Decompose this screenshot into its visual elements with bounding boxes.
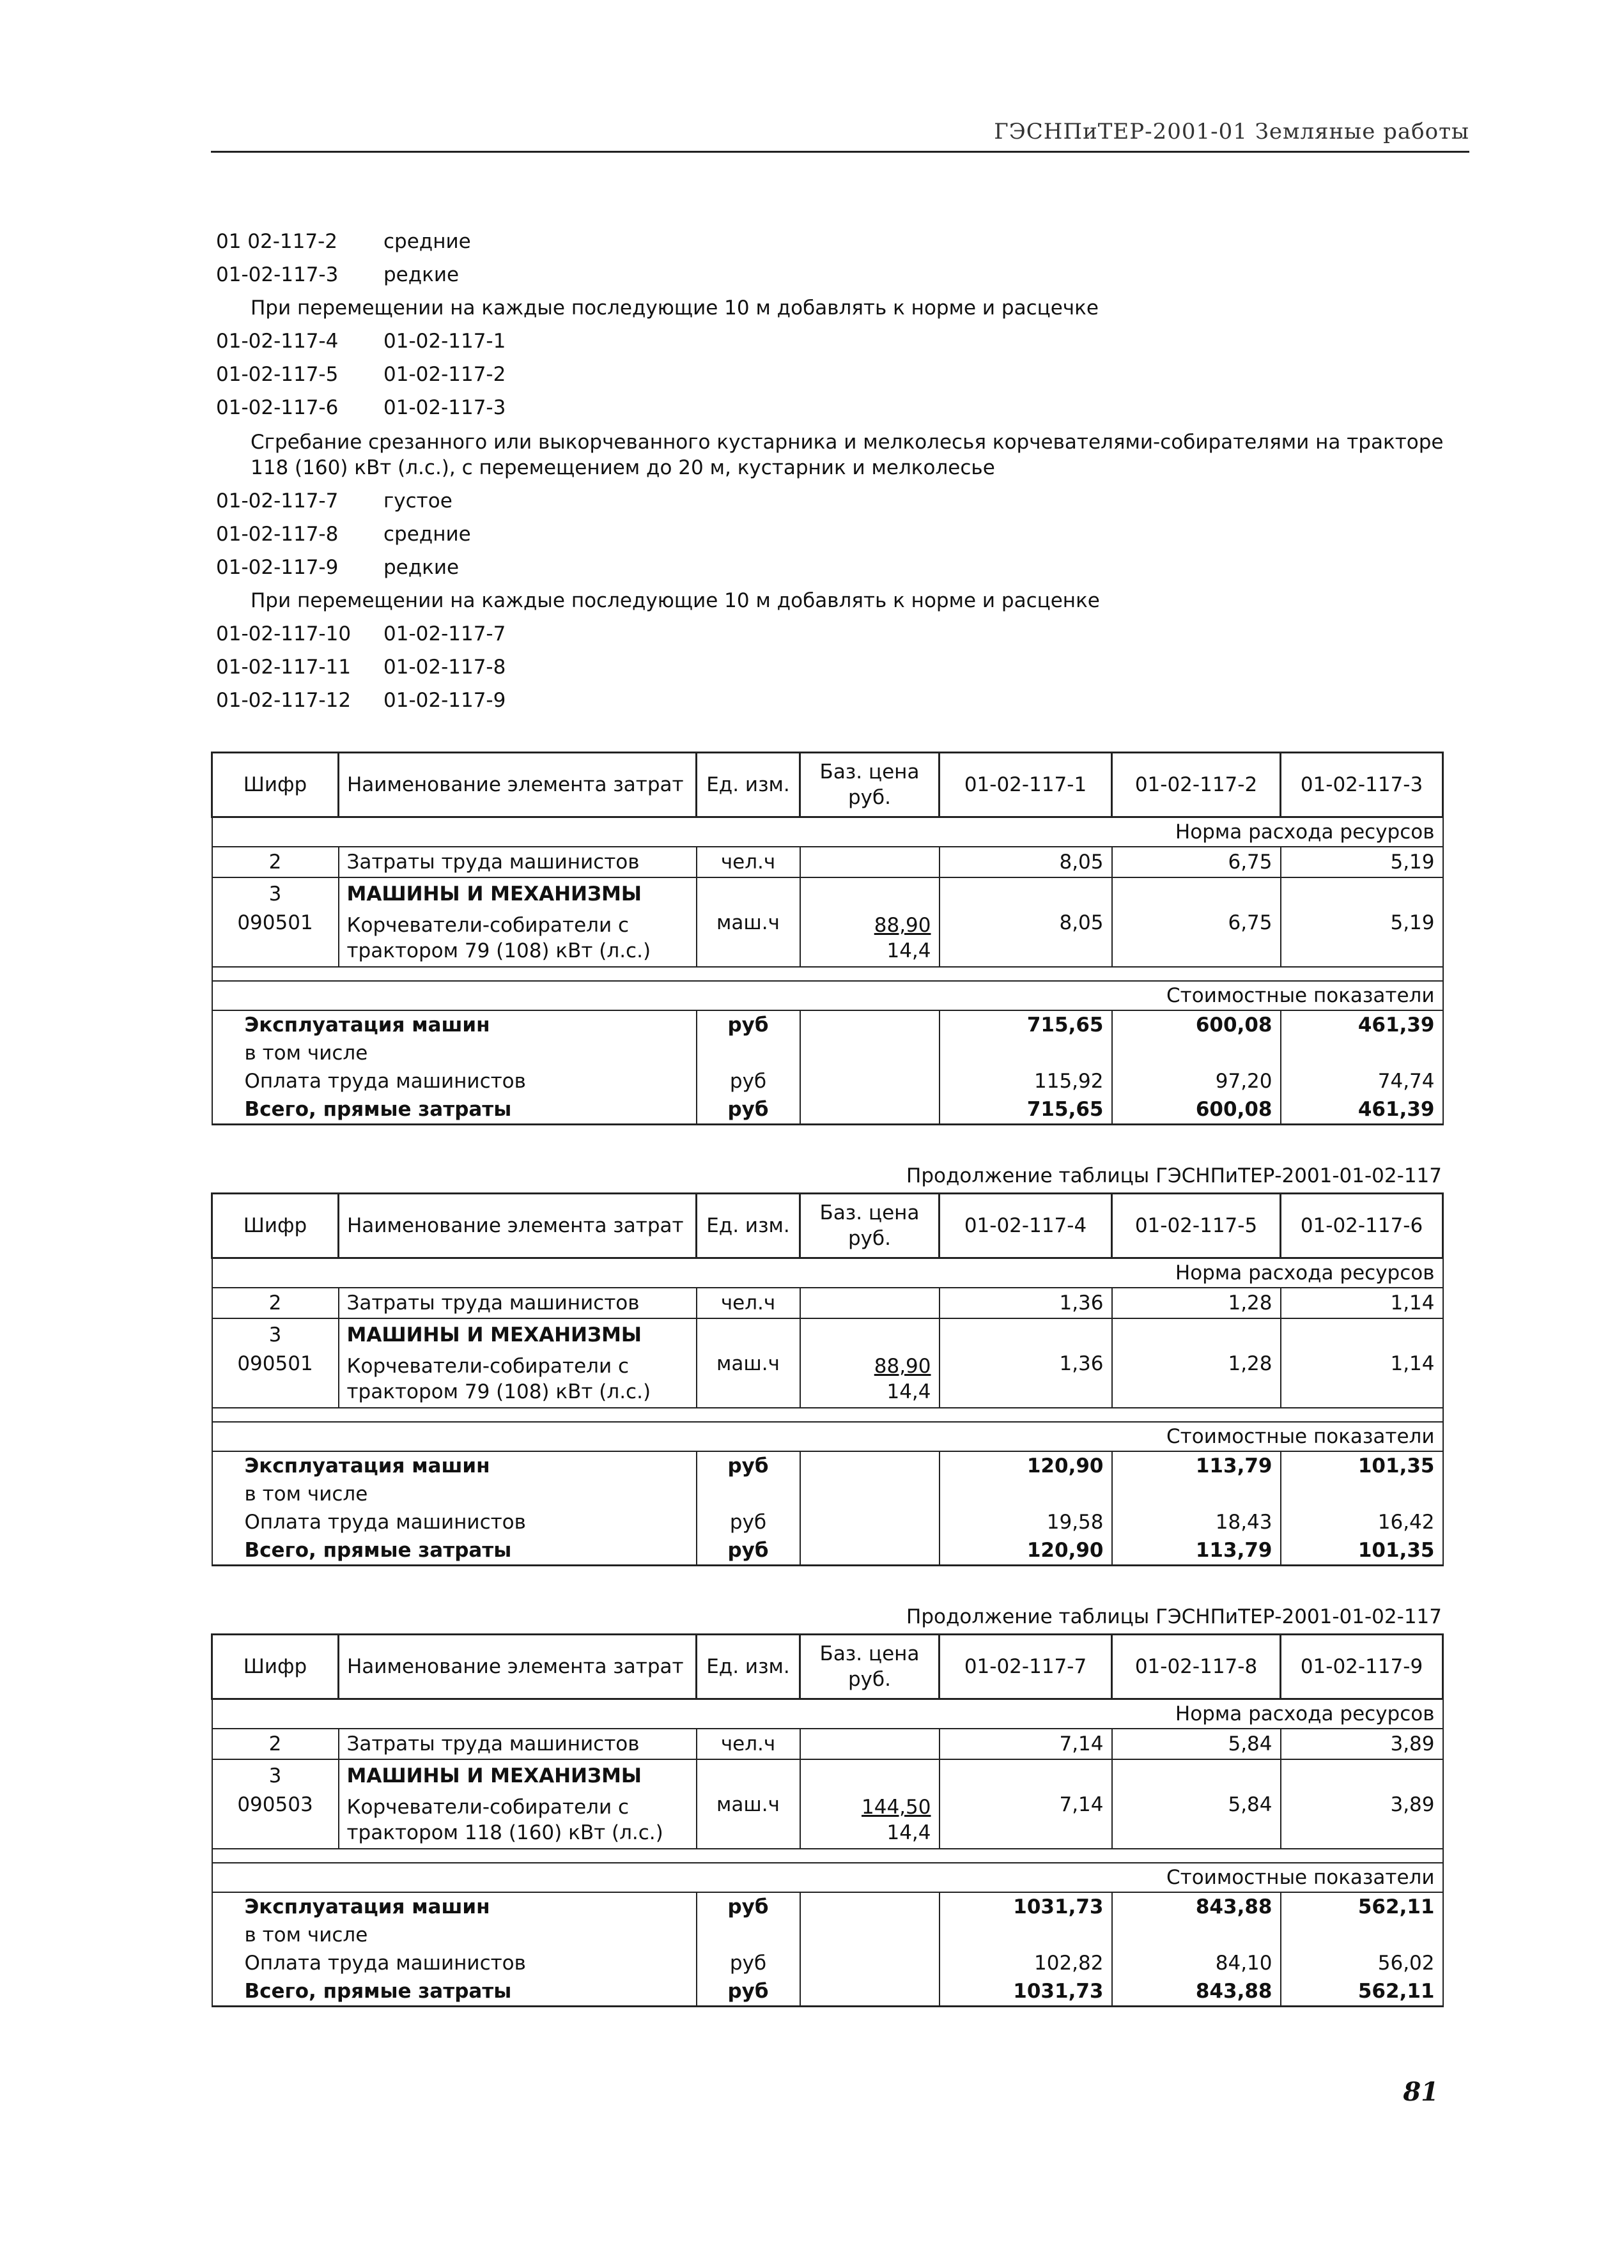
list-note: При перемещении на каждые последующие 10 м добавлять к норме и расценке	[251, 589, 1100, 612]
row-group-title: МАШИНЫ И МЕХАНИЗМЫ	[339, 1759, 697, 1792]
row-value: 115,92	[940, 1067, 1112, 1095]
col-header-rate: 01-02-117-4	[940, 1194, 1112, 1258]
row-label: Всего, прямые затраты	[212, 1095, 697, 1125]
price-bottom: 14,4	[886, 1821, 931, 1844]
header-rule	[211, 151, 1469, 153]
row-value: 6,75	[1112, 910, 1281, 967]
section-norm: Норма расхода ресурсов	[212, 1258, 1443, 1288]
row-code: 2	[212, 847, 339, 877]
row-label: Оплата труда машинистов	[212, 1067, 697, 1095]
row-label: Эксплуатация машин	[212, 1892, 697, 1921]
row-value: 562,11	[1281, 1892, 1443, 1921]
row-value: 120,90	[940, 1536, 1112, 1566]
row-value: 461,39	[1281, 1010, 1443, 1039]
row-code: 090503	[212, 1792, 339, 1849]
section-cost: Стоимостные показатели	[212, 1863, 1443, 1892]
rate-list	[216, 225, 1462, 717]
list-item	[216, 484, 1462, 518]
row-unit: маш.ч	[697, 910, 800, 967]
row-value: 7,14	[940, 1729, 1112, 1759]
row-unit: маш.ч	[697, 1792, 800, 1849]
row-value: 1,36	[940, 1288, 1112, 1318]
col-header-price: Баз. цена руб.	[800, 1635, 940, 1699]
row-unit: руб	[697, 1977, 800, 2007]
row-price	[800, 1792, 940, 1849]
row-name: Затраты труда машинистов	[339, 847, 697, 877]
list-label: редкие	[383, 556, 460, 579]
row-unit: чел.ч	[697, 1729, 800, 1759]
col-header-rate: 01-02-117-9	[1281, 1635, 1443, 1699]
row-label: в том числе	[212, 1480, 697, 1508]
list-code: 01-02-117-3	[216, 263, 339, 286]
row-value: 56,02	[1281, 1949, 1443, 1977]
row-value: 1031,73	[940, 1977, 1112, 2007]
row-value: 16,42	[1281, 1508, 1443, 1536]
running-header: ГЭСНПиТЕР-2001-01 Земляные работы	[994, 119, 1469, 144]
list-item	[216, 258, 1462, 291]
row-unit: руб	[697, 1095, 800, 1125]
row-unit: руб	[697, 1451, 800, 1480]
col-header-code: Шифр	[212, 1194, 339, 1258]
row-value: 3,89	[1281, 1792, 1443, 1849]
row-name: Корчеватели-собиратели с трактором 79 (108) кВт (л.с.)	[339, 1351, 697, 1408]
row-code: 090501	[212, 1351, 339, 1408]
col-header-name: Наименование элемента затрат	[339, 1194, 697, 1258]
row-value: 1,28	[1112, 1351, 1281, 1408]
list-item	[216, 617, 1462, 651]
table-caption: Продолжение таблицы ГЭСНПиТЕР-2001-01-02-117	[906, 1605, 1442, 1628]
col-header-rate: 01-02-117-7	[940, 1635, 1112, 1699]
col-header-unit: Ед. изм.	[697, 1194, 800, 1258]
list-item	[216, 325, 1462, 358]
list-code: 01-02-117-10	[216, 622, 352, 645]
norm-table-2	[211, 1192, 1444, 1566]
price-top: 88,90	[874, 1355, 931, 1378]
row-unit: чел.ч	[697, 1288, 800, 1318]
price-bottom: 14,4	[886, 939, 931, 962]
row-label: в том числе	[212, 1039, 697, 1067]
list-item	[216, 651, 1462, 684]
row-value: 843,88	[1112, 1977, 1281, 2007]
page-number: 81	[1403, 2077, 1439, 2107]
row-name: Корчеватели-собиратели с трактором 79 (108) кВт (л.с.)	[339, 910, 697, 967]
list-paragraph: Сгребание срезанного или выкорчеванного кустарника и мелколесья корчевателями-собирателями на тракторе 118 (160) кВт (л.с.), с перемещением до 20 м, кустарник и мелколесье	[251, 431, 1444, 479]
list-label: редкие	[383, 263, 460, 286]
list-label: густое	[383, 490, 452, 513]
col-header-name: Наименование элемента затрат	[339, 753, 697, 817]
row-label: Эксплуатация машин	[212, 1451, 697, 1480]
price-bottom: 14,4	[886, 1380, 931, 1403]
row-value: 600,08	[1112, 1095, 1281, 1125]
row-label: Оплата труда машинистов	[212, 1508, 697, 1536]
col-header-rate: 01-02-117-5	[1112, 1194, 1281, 1258]
row-value: 562,11	[1281, 1977, 1443, 2007]
list-code: 01-02-117-11	[216, 656, 352, 679]
col-header-code: Шифр	[212, 1635, 339, 1699]
row-price	[800, 847, 940, 877]
row-value: 18,43	[1112, 1508, 1281, 1536]
list-label: 01-02-117-2	[383, 363, 506, 386]
row-value: 715,65	[940, 1010, 1112, 1039]
row-value: 3,89	[1281, 1729, 1443, 1759]
list-label: 01-02-117-3	[383, 396, 506, 419]
row-value: 715,65	[940, 1095, 1112, 1125]
list-code: 01-02-117-9	[216, 556, 339, 579]
row-unit: чел.ч	[697, 847, 800, 877]
row-value: 461,39	[1281, 1095, 1443, 1125]
col-header-code: Шифр	[212, 753, 339, 817]
row-value: 1,28	[1112, 1288, 1281, 1318]
row-unit: руб	[697, 1536, 800, 1566]
row-label: Эксплуатация машин	[212, 1010, 697, 1039]
row-value: 74,74	[1281, 1067, 1443, 1095]
row-value: 101,35	[1281, 1536, 1443, 1566]
list-code: 01-02-117-12	[216, 689, 352, 712]
row-value: 84,10	[1112, 1949, 1281, 1977]
row-name: Затраты труда машинистов	[339, 1729, 697, 1759]
col-header-rate: 01-02-117-2	[1112, 753, 1281, 817]
list-code: 01 02-117-2	[216, 230, 338, 253]
list-label: 01-02-117-7	[383, 622, 506, 645]
section-cost: Стоимостные показатели	[212, 981, 1443, 1010]
row-label: в том числе	[212, 1921, 697, 1949]
norm-table-1	[211, 752, 1444, 1125]
row-group-title: МАШИНЫ И МЕХАНИЗМЫ	[339, 877, 697, 910]
list-label: средние	[383, 230, 471, 253]
row-value: 97,20	[1112, 1067, 1281, 1095]
list-code: 01-02-117-4	[216, 330, 339, 353]
col-header-rate: 01-02-117-6	[1281, 1194, 1443, 1258]
row-unit: руб	[697, 1892, 800, 1921]
row-price	[800, 1351, 940, 1408]
row-name: Корчеватели-собиратели с трактором 118 (160) кВт (л.с.)	[339, 1792, 697, 1849]
col-header-name: Наименование элемента затрат	[339, 1635, 697, 1699]
row-price	[800, 1288, 940, 1318]
row-label: Оплата труда машинистов	[212, 1949, 697, 1977]
list-item	[216, 391, 1462, 424]
list-code: 01-02-117-6	[216, 396, 339, 419]
col-header-rate: 01-02-117-1	[940, 753, 1112, 817]
row-value: 5,84	[1112, 1792, 1281, 1849]
row-code: 090501	[212, 910, 339, 967]
row-code: 3	[212, 1759, 339, 1792]
row-value: 6,75	[1112, 847, 1281, 877]
row-value: 113,79	[1112, 1536, 1281, 1566]
row-group-title: МАШИНЫ И МЕХАНИЗМЫ	[339, 1318, 697, 1351]
list-note: При перемещении на каждые последующие 10 м добавлять к норме и расцечке	[251, 297, 1099, 320]
row-value: 1,36	[940, 1351, 1112, 1408]
table-caption: Продолжение таблицы ГЭСНПиТЕР-2001-01-02-117	[906, 1164, 1442, 1187]
row-value: 5,84	[1112, 1729, 1281, 1759]
row-unit: руб	[697, 1949, 800, 1977]
col-header-rate: 01-02-117-8	[1112, 1635, 1281, 1699]
row-value: 600,08	[1112, 1010, 1281, 1039]
list-code: 01-02-117-8	[216, 523, 339, 546]
row-unit: маш.ч	[697, 1351, 800, 1408]
col-header-unit: Ед. изм.	[697, 753, 800, 817]
row-value: 102,82	[940, 1949, 1112, 1977]
row-code: 3	[212, 1318, 339, 1351]
list-label: средние	[383, 523, 471, 546]
row-unit: руб	[697, 1067, 800, 1095]
list-code: 01-02-117-7	[216, 490, 339, 513]
list-item	[216, 358, 1462, 391]
norm-table-3	[211, 1633, 1444, 2007]
row-unit: руб	[697, 1010, 800, 1039]
row-code: 2	[212, 1288, 339, 1318]
list-label: 01-02-117-1	[383, 330, 506, 353]
row-value: 19,58	[940, 1508, 1112, 1536]
row-value: 843,88	[1112, 1892, 1281, 1921]
row-unit: руб	[697, 1508, 800, 1536]
row-value: 101,35	[1281, 1451, 1443, 1480]
col-header-price: Баз. цена руб.	[800, 1194, 940, 1258]
row-value: 7,14	[940, 1792, 1112, 1849]
row-value: 5,19	[1281, 847, 1443, 877]
row-value: 5,19	[1281, 910, 1443, 967]
list-item	[216, 518, 1462, 551]
col-header-rate: 01-02-117-3	[1281, 753, 1443, 817]
row-label: Всего, прямые затраты	[212, 1536, 697, 1566]
row-value: 8,05	[940, 847, 1112, 877]
price-top: 144,50	[862, 1796, 931, 1819]
price-top: 88,90	[874, 914, 931, 937]
list-item	[216, 551, 1462, 584]
list-label: 01-02-117-8	[383, 656, 506, 679]
row-value: 1,14	[1281, 1288, 1443, 1318]
list-item	[216, 225, 1462, 258]
col-header-unit: Ед. изм.	[697, 1635, 800, 1699]
section-norm: Норма расхода ресурсов	[212, 817, 1443, 847]
list-label: 01-02-117-9	[383, 689, 506, 712]
row-price	[800, 910, 940, 967]
section-cost: Стоимостные показатели	[212, 1422, 1443, 1451]
row-value: 113,79	[1112, 1451, 1281, 1480]
row-price	[800, 1729, 940, 1759]
row-name: Затраты труда машинистов	[339, 1288, 697, 1318]
row-code: 2	[212, 1729, 339, 1759]
row-value: 1,14	[1281, 1351, 1443, 1408]
col-header-price: Баз. цена руб.	[800, 753, 940, 817]
row-label: Всего, прямые затраты	[212, 1977, 697, 2007]
row-code: 3	[212, 877, 339, 910]
list-code: 01-02-117-5	[216, 363, 339, 386]
list-item	[216, 684, 1462, 717]
row-value: 120,90	[940, 1451, 1112, 1480]
section-norm: Норма расхода ресурсов	[212, 1699, 1443, 1729]
row-value: 1031,73	[940, 1892, 1112, 1921]
row-value: 8,05	[940, 910, 1112, 967]
